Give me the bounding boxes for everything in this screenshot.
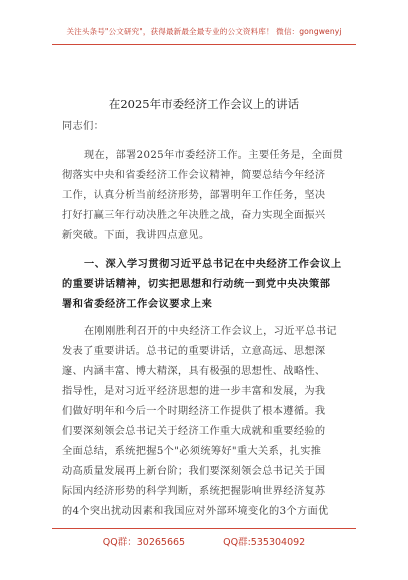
heading-line: 的重要讲话精神，切实把思想和行动统一到党中央决策部: [62, 278, 331, 290]
text-line: 发表了重要讲话。总书记的重要讲话，立意高远、思想深: [62, 346, 326, 357]
promo-footer: [0, 534, 408, 548]
text-line: 工作，认真分析当前经济形势，部署明年工作任务，坚决: [62, 190, 326, 201]
qq-group-1: QQ群：30265665: [102, 537, 186, 548]
section-heading-1: [62, 254, 348, 314]
text-line: 彻落实中央和省委经济工作会议精神，简要总结今年经济: [62, 170, 326, 181]
text-line: 在刚刚胜利召开的中央经济工作会议上，习近平总书记: [84, 326, 337, 337]
text-line: 打好打赢三年行动决胜之年决胜之战，奋力实现全面振兴: [62, 210, 326, 221]
text-line: 动高质量发展再上新台阶；我们要深刻领会总书记关于国: [62, 466, 326, 477]
qq-group-2: QQ群:535304092: [223, 537, 306, 548]
document-body: [62, 117, 348, 522]
paragraph-opening: [62, 146, 348, 246]
header-divider: [52, 44, 356, 45]
text-line: 们做好明年和今后一个时期经济工作提供了根本遵循。我: [62, 406, 326, 417]
promo-header: 关注头条号"公文研究"，获得最新最全最专业的公文资料库！ 微信：gongwenyj: [66, 27, 342, 36]
text-line: 际国内经济形势的科学判断，系统把握影响世界经济复苏: [62, 486, 326, 497]
text-line: 们要深刻领会总书记关于经济工作重大成就和重要经验的: [62, 426, 326, 437]
text-line: 现在，部署2025年市委经济工作。主要任务是，全面贯: [84, 150, 344, 161]
text-line: 邃、内涵丰富、博大精深，具有极强的思想性、战略性、: [62, 366, 326, 377]
heading-line: 署和省委经济工作会议要求上来: [62, 298, 213, 310]
text-line: 全面总结，系统把握5个"必须统筹好"重大关系，扎实推: [62, 446, 322, 457]
salutation: 同志们：: [62, 121, 105, 132]
text-line: 指导性，是对习近平经济思想的进一步丰富和发展，为我: [62, 386, 326, 397]
document-title: 在2025年市委经济工作会议上的讲话: [108, 97, 300, 111]
text-line: 新突破。下面，我讲四点意见。: [62, 230, 210, 241]
paragraph-section-1: [62, 322, 348, 522]
footer-divider: [52, 528, 356, 529]
text-line: 的4个突出扰动因素和我国应对外部环境变化的3个方面优: [62, 506, 329, 517]
heading-line: 一、深入学习贯彻习近平总书记在中央经济工作会议上: [84, 258, 342, 270]
